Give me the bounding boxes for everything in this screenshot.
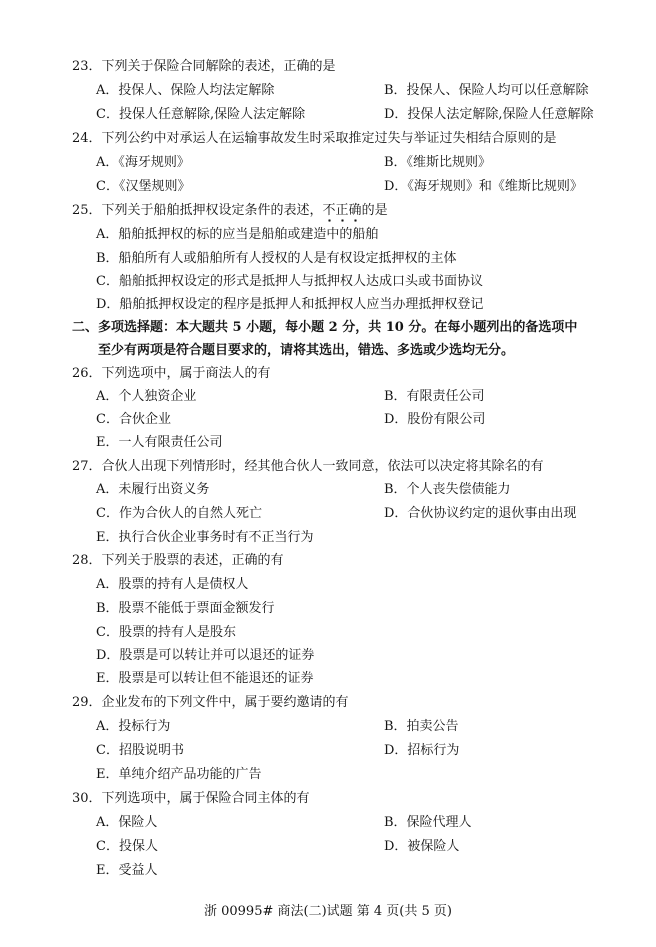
question-27-option-b: B．个人丧失偿债能力 bbox=[384, 482, 511, 497]
question-27-option-e: E．执行合伙企业事务时有不正当行为 bbox=[96, 530, 314, 545]
page-footer: 浙 00995# 商法(二)试题 第 4 页(共 5 页) bbox=[203, 904, 452, 919]
question-26-option-d: D．股份有限公司 bbox=[384, 412, 486, 427]
section-2-heading-cont: 至少有两项是符合题目要求的，请将其选出，错选、多选或少选均无分。 bbox=[98, 343, 515, 358]
question-30-option-e: E．受益人 bbox=[96, 863, 158, 878]
question-29-option-e: E．单纯介绍产品功能的广告 bbox=[96, 767, 262, 782]
question-29-option-b: B．拍卖公告 bbox=[384, 719, 459, 734]
question-28-option-d: D．股票是可以转让并可以退还的证券 bbox=[96, 648, 315, 663]
question-26-option-a: A．个人独资企业 bbox=[96, 389, 197, 404]
question-27-option-c: C．作为合伙人的自然人死亡 bbox=[96, 506, 262, 521]
question-28-option-e: E．股票是可以转让但不能退还的证券 bbox=[96, 671, 314, 686]
question-30-option-a: A．保险人 bbox=[96, 815, 158, 830]
question-23-option-a: A．投保人、保险人均法定解除 bbox=[96, 83, 275, 98]
question-23-option-d: D．投保人法定解除,保险人任意解除 bbox=[384, 107, 594, 122]
question-25-stem bbox=[72, 202, 388, 220]
question-24-stem: 24．下列公约中对承运人在运输事故发生时采取推定过失与举证过失相结合原则的是 bbox=[72, 131, 557, 146]
section-2-heading: 二、多项选择题：本大题共 5 小题，每小题 2 分，共 10 分。在每小题列出的备选项中 bbox=[72, 320, 578, 335]
question-28-stem: 28．下列关于股票的表述，正确的有 bbox=[72, 553, 284, 568]
question-28-option-a: A．股票的持有人是债权人 bbox=[96, 577, 249, 592]
question-27-option-a: A．未履行出资义务 bbox=[96, 482, 210, 497]
question-29-option-c: C．招股说明书 bbox=[96, 743, 184, 758]
question-25-stem-post: 的是 bbox=[361, 203, 388, 218]
question-23-option-c: C．投保人任意解除,保险人法定解除 bbox=[96, 107, 306, 122]
question-25-option-b: B．船舶所有人或船舶所有人授权的人是有权设定抵押权的主体 bbox=[96, 251, 457, 266]
question-26-option-e: E．一人有限责任公司 bbox=[96, 435, 223, 450]
question-29-option-a: A．投标行为 bbox=[96, 719, 171, 734]
question-27-option-d: D．合伙协议约定的退伙事由出现 bbox=[384, 506, 577, 521]
question-28-option-c: C．股票的持有人是股东 bbox=[96, 625, 236, 640]
question-27-stem: 27．合伙人出现下列情形时，经其他合伙人一致同意，依法可以决定将其除名的有 bbox=[72, 459, 544, 474]
question-25-emphasis: 不正确 bbox=[322, 203, 362, 218]
question-25-option-a: A．船舶抵押权的标的应当是船舶或建造中的船舶 bbox=[96, 227, 379, 242]
question-30-option-d: D．被保险人 bbox=[384, 839, 460, 854]
question-23-stem: 23．下列关于保险合同解除的表述，正确的是 bbox=[72, 59, 336, 74]
question-30-option-b: B．保险代理人 bbox=[384, 815, 472, 830]
question-25-stem-pre: 25．下列关于船舶抵押权设定条件的表述， bbox=[72, 203, 323, 218]
question-29-stem: 29．企业发布的下列文件中，属于要约邀请的有 bbox=[72, 695, 349, 710]
question-29-option-d: D．招标行为 bbox=[384, 743, 460, 758]
question-26-option-b: B．有限责任公司 bbox=[384, 389, 485, 404]
question-24-option-a: A．《海牙规则》 bbox=[96, 155, 190, 170]
question-30-stem: 30．下列选项中，属于保险合同主体的有 bbox=[72, 791, 310, 806]
question-24-option-c: C．《汉堡规则》 bbox=[96, 179, 191, 194]
question-25-option-d: D．船舶抵押权设定的程序是抵押人和抵押权人应当办理抵押权登记 bbox=[96, 297, 484, 312]
question-24-option-b: B．《维斯比规则》 bbox=[384, 155, 492, 170]
question-26-option-c: C．合伙企业 bbox=[96, 412, 171, 427]
question-26-stem: 26．下列选项中，属于商法人的有 bbox=[72, 366, 271, 381]
question-24-option-d: D．《海牙规则》和《维斯比规则》 bbox=[384, 179, 583, 194]
question-28-option-b: B．股票不能低于票面金额发行 bbox=[96, 601, 275, 616]
question-25-option-c: C．船舶抵押权设定的形式是抵押人与抵押权人达成口头或书面协议 bbox=[96, 274, 483, 289]
question-30-option-c: C．投保人 bbox=[96, 839, 158, 854]
question-23-option-b: B．投保人、保险人均可以任意解除 bbox=[384, 83, 589, 98]
